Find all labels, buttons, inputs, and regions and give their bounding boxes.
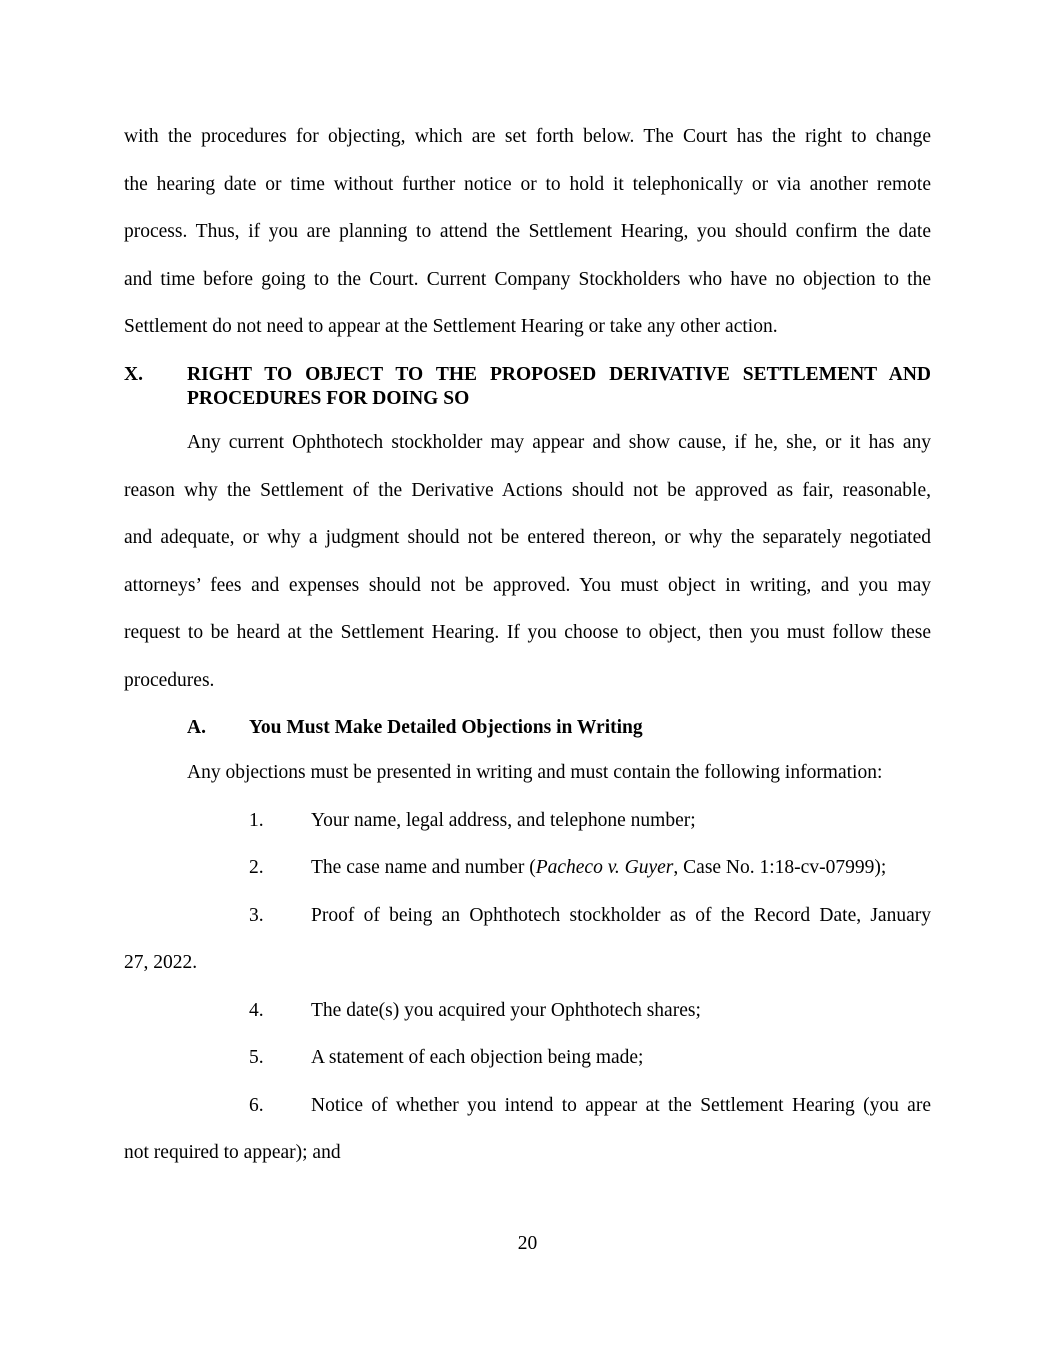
list-item-number: 1. [249, 810, 264, 831]
list-item-text: The date(s) you acquired your Ophthotech shares; [311, 1000, 701, 1021]
intro-line-2: the hearing date or time without further notice or to hold it telephonically or via another remote [124, 174, 931, 195]
list-item-number: 2. [249, 857, 264, 878]
list-item-text [311, 856, 886, 880]
intro-line-3: process. Thus, if you are planning to attend the Settlement Hearing, you should confirm the date [124, 221, 931, 242]
section-body-line-2: reason why the Settlement of the Derivative Actions should not be approved as fair, reasonable, [124, 480, 931, 501]
list-item-number: 6. [249, 1095, 264, 1116]
page-number: 20 [517, 1233, 538, 1254]
subsection-letter: A. [187, 717, 206, 738]
section-title-line-1: RIGHT TO OBJECT TO THE PROPOSED DERIVATIVE SETTLEMENT AND [187, 364, 931, 385]
intro-line-5: Settlement do not need to appear at the Settlement Hearing or take any other action. [124, 316, 778, 337]
list-item-text: Your name, legal address, and telephone number; [311, 810, 696, 831]
list-item-number: 4. [249, 1000, 264, 1021]
subsection-intro: Any objections must be presented in writing and must contain the following information: [187, 762, 883, 783]
section-body-line-6: procedures. [124, 670, 215, 691]
list-item-text: A statement of each objection being made; [311, 1047, 644, 1068]
intro-line-1: with the procedures for objecting, which are set forth below. The Court has the right to change [124, 126, 931, 147]
section-title-line-2: PROCEDURES FOR DOING SO [187, 388, 470, 409]
case-name: Pacheco v. Guyer [535, 857, 674, 878]
section-body-line-4: attorneys’ fees and expenses should not be approved. You must object in writing, and you may [124, 575, 931, 596]
section-number: X. [124, 364, 143, 385]
section-body-line-3: and adequate, or why a judgment should not be entered thereon, or why the separately negotiated [124, 527, 931, 548]
section-body-line-1: Any current Ophthotech stockholder may appear and show cause, if he, she, or it has any [187, 432, 931, 453]
list-item-number: 3. [249, 905, 264, 926]
subsection-title: You Must Make Detailed Objections in Writing [249, 717, 643, 738]
intro-line-4: and time before going to the Court. Current Company Stockholders who have no objection to the [124, 269, 931, 290]
list-item-text: Proof of being an Ophthotech stockholder as of the Record Date, January [311, 905, 931, 926]
list-item-continuation: 27, 2022. [124, 952, 198, 973]
list-item-continuation: not required to appear); and [124, 1142, 341, 1163]
list-item-text: Notice of whether you intend to appear at the Settlement Hearing (you are [311, 1095, 931, 1116]
section-body-line-5: request to be heard at the Settlement Hearing. If you choose to object, then you must follow these [124, 622, 931, 643]
list-item-number: 5. [249, 1047, 264, 1068]
list-item-text-after: , Case No. 1:18-cv-07999); [673, 857, 887, 878]
list-item-text-before: The case name and number ( [311, 857, 536, 878]
